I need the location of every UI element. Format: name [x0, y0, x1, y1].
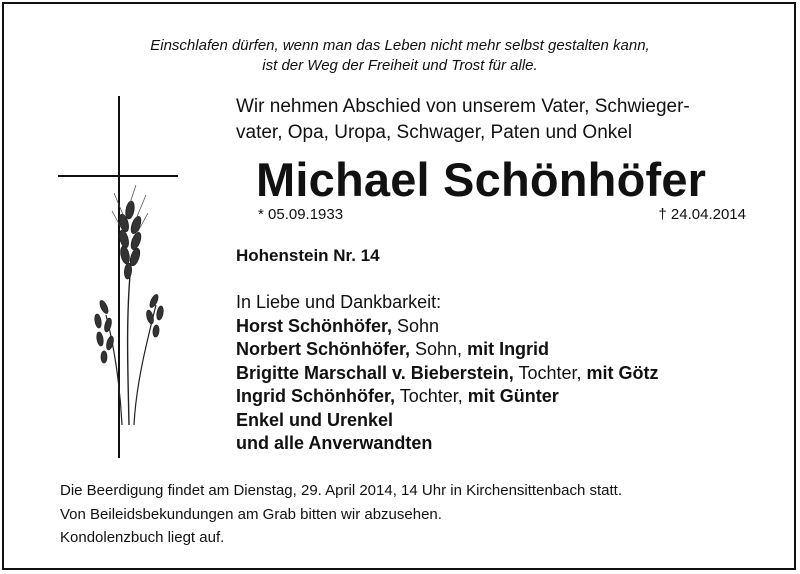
mourner-partner: mit Götz: [586, 362, 659, 383]
mourner-partner: mit Ingrid: [467, 339, 550, 359]
address: Hohenstein Nr. 14: [236, 246, 380, 265]
mourner-relation: Tochter,: [395, 386, 468, 406]
mourner-line: [236, 315, 658, 339]
motto-line-2: ist der Weg der Freiheit und Trost für alle.: [262, 57, 538, 74]
mourner-name: Ingrid Schönhöfer,: [236, 386, 396, 406]
mourners-relatives: und alle Anverwandten: [236, 433, 433, 453]
funeral-info: [60, 479, 622, 550]
intro-line-2: vater, Opa, Uropa, Schwager, Paten und Onkel: [236, 122, 633, 143]
birth-date: * 05.09.1933: [258, 206, 344, 223]
mourner-name: Norbert Schönhöfer,: [236, 339, 411, 359]
death-date: † 24.04.2014: [658, 206, 746, 223]
wheat-icon: [84, 185, 174, 425]
mourners-grandchildren: Enkel und Urenkel: [236, 409, 394, 430]
mourners-list: [236, 291, 658, 456]
funeral-line-3: Kondolenzbuch liegt auf.: [60, 529, 225, 546]
mourner-name: Horst Schönhöfer,: [236, 315, 393, 336]
intro-line-1: Wir nehmen Abschied von unserem Vater, Schwieger-: [236, 96, 690, 117]
intro-text: [236, 94, 690, 146]
funeral-line-2: Von Beileidsbekundungen am Grab bitten wir abzusehen.: [60, 505, 442, 523]
motto-line-1: Einschlafen dürfen, wenn man das Leben nicht mehr selbst gestalten kann,: [150, 37, 650, 54]
cross-bar: [58, 175, 178, 177]
mourner-relation: Sohn: [392, 315, 440, 336]
deceased-name: Michael Schönhöfer: [256, 153, 707, 206]
mourner-name: Brigitte Marschall v. Bieberstein,: [236, 362, 514, 383]
mourner-relation: Tochter,: [513, 362, 587, 383]
mourner-relation: Sohn,: [410, 339, 468, 359]
mourner-line: [236, 362, 658, 386]
motto-quote: [0, 36, 800, 76]
mourner-line: [236, 385, 658, 409]
mourners-intro: In Liebe und Dankbarkeit:: [236, 292, 442, 312]
mourner-partner: mit Günter: [467, 386, 559, 406]
funeral-line-1: Die Beerdigung findet am Dienstag, 29. April 2014, 14 Uhr in Kirchensittenbach statt.: [60, 482, 622, 499]
mourner-line: [236, 338, 658, 362]
